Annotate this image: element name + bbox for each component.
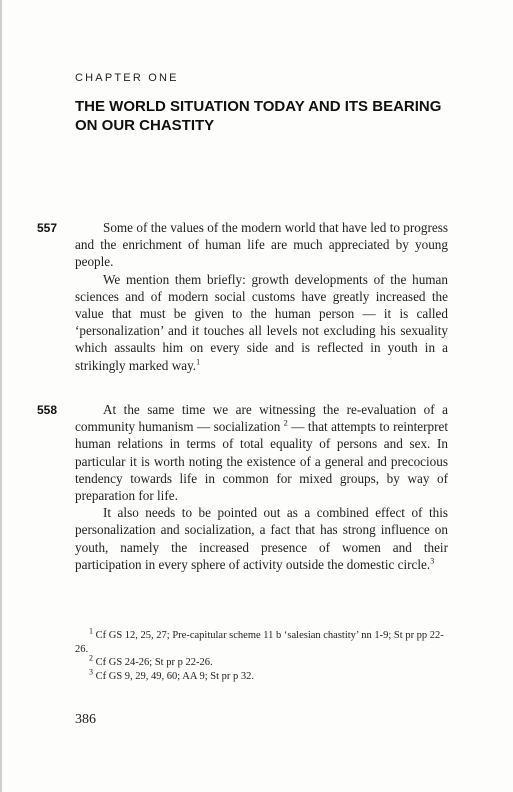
chapter-title: THE WORLD SITUATION TODAY AND ITS BEARING ON OUR CHASTITY [75,98,442,134]
footnote-1: $^1$ Cf GS 12, 25, 27; Pre-capitular scheme 11 b ‘salesian chastity’ nn 1-9; St pr pp 22-26. [75,626,444,655]
section-558-paragraph-2: It also needs to be pointed out as a combined effect of this personalization and socialization, a fact that has strong influence on youth, namely the increased presence of women and their participation in every sphere of activity outside the domestic circle.$^3$ [75,505,448,572]
section-557-paragraph-1: Some of the values of the modern world that have led to progress and the enrichment of human life are much appreciated by young people. [75,220,448,270]
chapter-label: CHAPTER ONE [75,72,179,84]
paragraph-number-558: 558 [37,403,58,417]
footnote-ref-3: 3 [430,556,435,566]
page-number: 386 [75,712,96,727]
section-557-paragraph-2: We mention them briefly: growth developments of the human sciences and of modern social customs have greatly increased the value that must be given to the human person — it is called ‘personalization’ and it touches all levels not excluding his sexuality which assaults him on every side and is reflected in youth in a strikingly marked way.$^1$ [75,271,448,373]
paragraph-number-557: 557 [37,221,58,235]
section-558-text [75,401,448,573]
page-edge [0,0,2,792]
section-558-paragraph-1: At the same time we are witnessing the re-evaluation of a community humanism — socialization $^2$ — that attempts to reinterpret human relations in terms of total equality of persons and sex. In particular it is worth noting the existence of a general and precocious tendency towards life in common for mixed groups, by way of preparation for life. [75,402,448,504]
footnote-ref-2: 2 [283,418,288,428]
footnote-3: $^3$ Cf GS 9, 29, 49, 60; AA 9; St pr p 32. [89,667,255,682]
footnotes [75,626,453,683]
footnote-2: $^2$ Cf GS 24-26; St pr p 22-26. [89,653,213,669]
section-557-text [75,219,448,374]
footnote-ref-1: 1 [196,357,201,367]
